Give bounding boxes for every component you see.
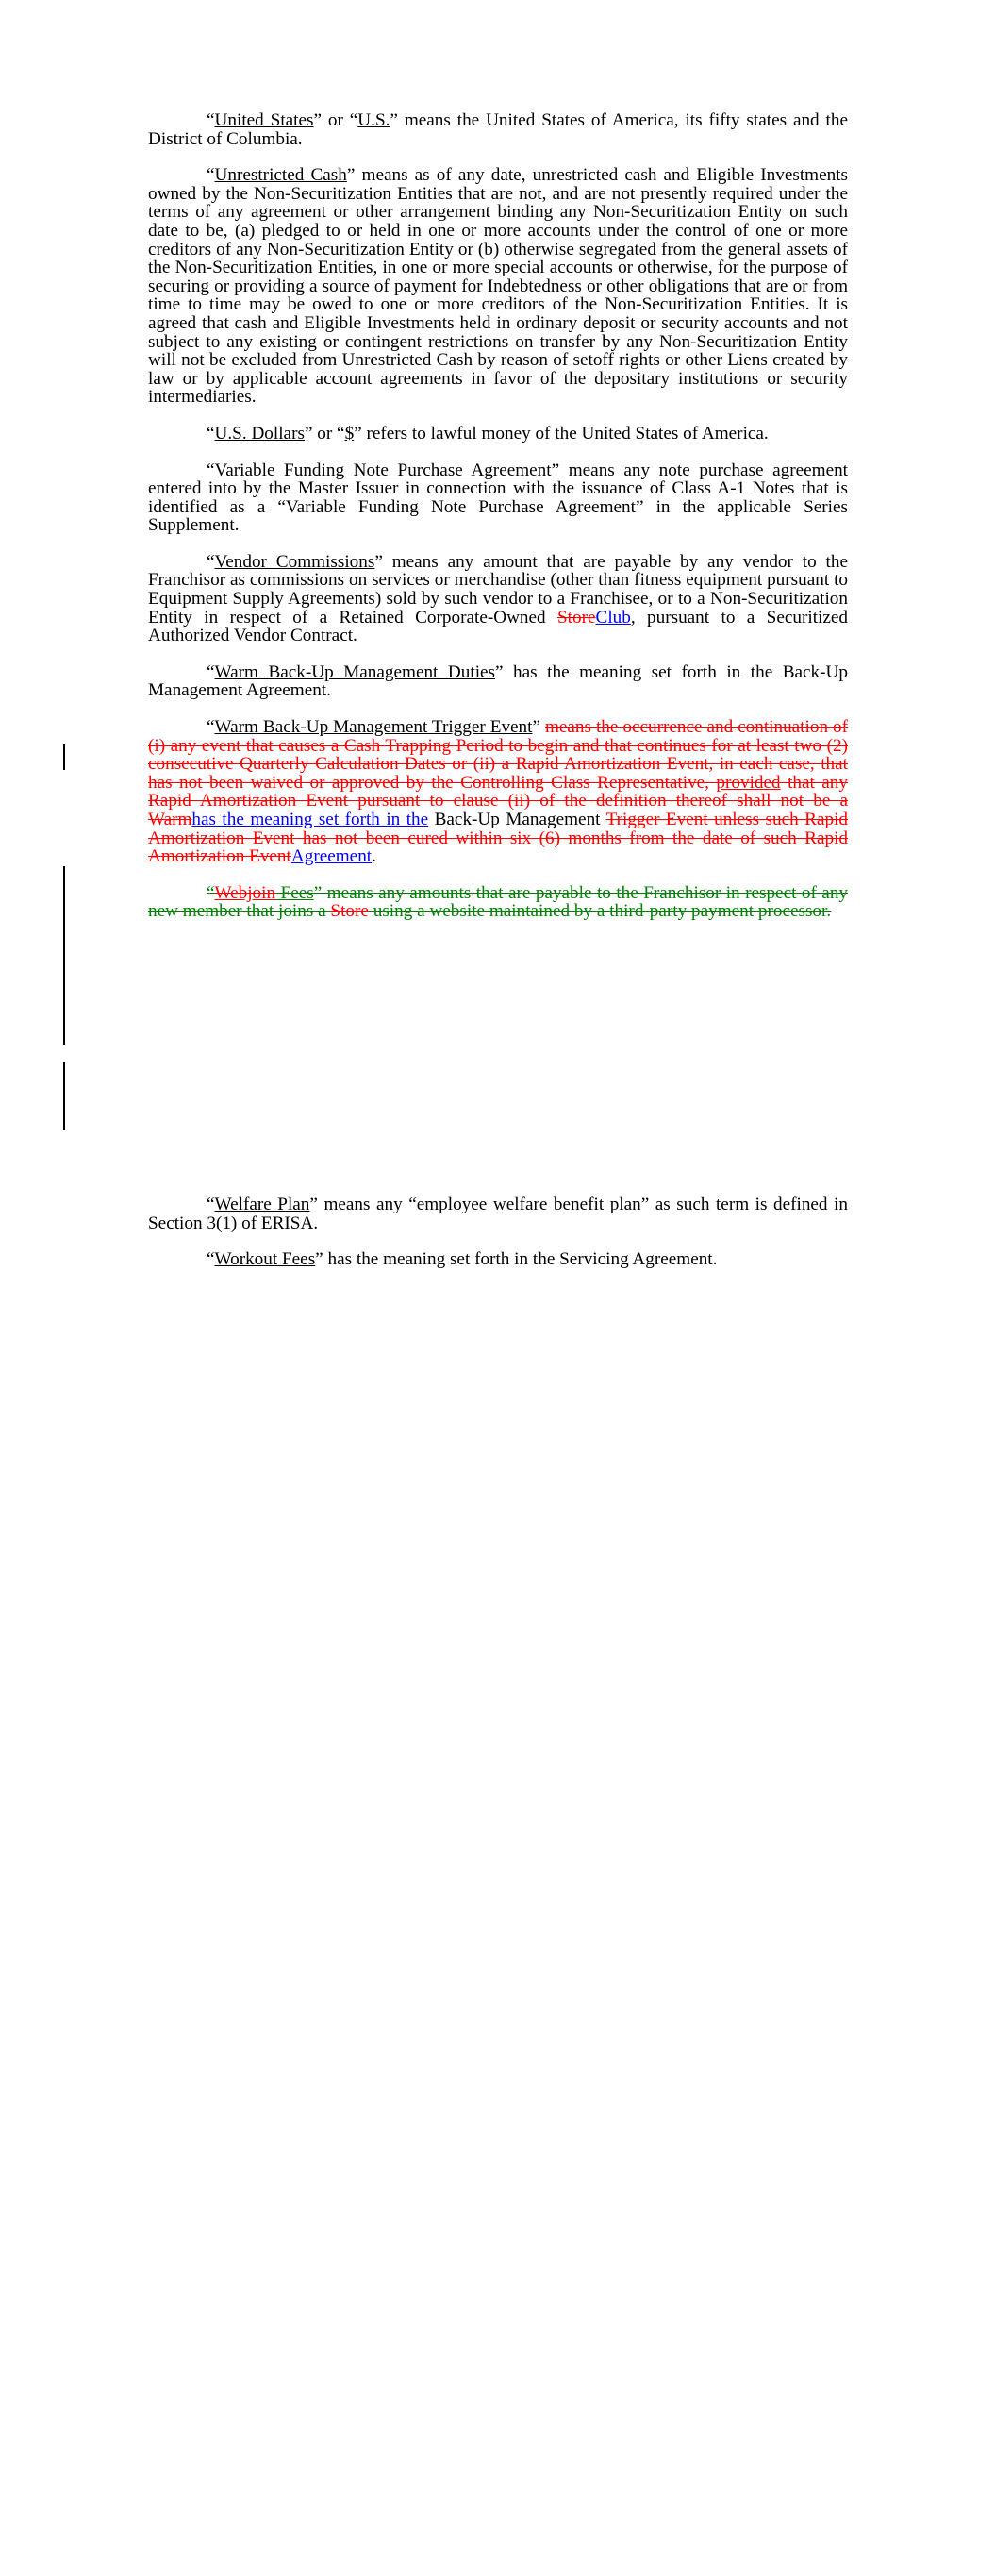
defined-term: Vendor Commissions [214, 551, 375, 572]
definition-vendor-commissions: “Vendor Commissions” means any amount that are payable by any vendor to the Franchisor as commissions on services or merchandise (other than fitness equipment pursuant to Equipment Supply Agreements) sold by such vendor to a Franchisee, or to a Non-Securitization Entity in respect of a Retained Corporate-Owned StoreClub, pursuant to a Securitized Authorized Vendor Contract. [148, 551, 848, 646]
deleted-text: that any Rapid Amortization Event pursuant to clause (ii) of the definition thereof shall not be a Warm [148, 772, 848, 829]
change-bar [63, 1062, 65, 1130]
deleted-text: Trigger Event unless such Rapid Amortization Event has not been cured within six (6) months from the date of such Rapid Amortization Event [148, 810, 848, 867]
document-page [148, 111, 848, 1287]
deleted-text: Webjoin [214, 882, 276, 903]
defined-term: Unrestricted Cash [214, 165, 347, 186]
change-bar [63, 866, 65, 1045]
defined-term: Welfare Plan [214, 1194, 310, 1214]
defined-term: Warm Back-Up Management Trigger Event [214, 717, 533, 738]
moved-text: ” means any amounts that are payable to the Franchisor in respect of any new member that joins a [148, 882, 849, 922]
definition-warm-backup-trigger-event: “Warm Back-Up Management Trigger Event” means the occurrence and continuation of (i) any event that causes a Cash Trapping Period to begin and that continues for at least two (2) consecutive Quarterly Calculation Dates or (ii) a Rapid Amortization Event, in each case, that has not been waived or approved by the Controlling Class Representative, provided that any Rapid Amortization Event pursuant to clause (ii) of the definition thereof shall not be a Warmhas the meaning set forth in the Back-Up Management Trigger Event unless such Rapid Amortization Event has not been cured within six (6) months from the date of such Rapid Amortization EventAgreement. [148, 717, 848, 867]
definition-us-dollars: “U.S. Dollars” or “$” refers to lawful money of the United States of America. [207, 423, 769, 443]
defined-term: Variable Funding Note Purchase Agreement [214, 460, 552, 480]
deleted-text: provided [716, 772, 781, 793]
deleted-text: Store [330, 901, 369, 922]
definition-unrestricted-cash: “Unrestricted Cash” means as of any date, unrestricted cash and Eligible Investments owned by the Non-Securitization Entities that are not, and are not presently required under the terms of any agreement or other arrangement binding any Non-Securitization Entity on such date to be, (a) pledged to or held in one or more accounts under the control of one or more creditors of any Non-Securitization Entity or (b) otherwise segregated from the general assets of the Non-Securitization Entities, in one or more special accounts or otherwise, for the purpose of securing or providing a source of payment for Indebtedness or other obligations that are or from time to time may be owed to one or more creditors of the Non-Securitization Entities. It is agreed that cash and Eligible Investments held in ordinary deposit or security accounts and not subject to any existing or contingent restrictions on transfer by any Non-Securitization Entity will not be excluded from Unrestricted Cash by reason of setoff rights or other Liens created by law or by applicable account agreements in favor of the depositary institutions or security intermediaries. [148, 165, 848, 408]
inserted-text: has the meaning set forth in the [191, 810, 429, 829]
deleted-text: means the occurrence and continuation of (i) any event that causes a Cash Trapping Period to begin and that continues for at least two (2) consecutive Quarterly Calculation Dates or (ii) a Rapid Amortization Event, in each case, that has not been waived or approved by the Controlling Class Representative, [148, 717, 848, 793]
change-bar [63, 744, 65, 770]
definition-warm-backup-duties: “Warm Back-Up Management Duties” has the meaning set forth in the Back-Up Management Agreement. [148, 661, 848, 701]
definition-vfn-purchase-agreement: “Variable Funding Note Purchase Agreement” means any note purchase agreement entered into by the Master Issuer in connection with the issuance of Class A-1 Notes that is identified as a “Variable Funding Note Purchase Agreement” in the applicable Series Supplement. [148, 460, 849, 536]
deleted-text: Store [557, 607, 596, 627]
blank-space [148, 939, 848, 1196]
inserted-text: Agreement [290, 846, 373, 867]
defined-term: $ [344, 423, 355, 443]
inserted-text: Club [595, 607, 631, 627]
definition-welfare-plan: “Welfare Plan” means any “employee welfare benefit plan” as such term is defined in Section 3(1) of ERISA. [148, 1194, 848, 1233]
defined-term: Workout Fees [214, 1249, 316, 1270]
defined-term: Warm Back-Up Management Duties [214, 661, 496, 682]
definition-united-states: “United States” or “U.S.” means the United States of America, its fifty states and the District of Columbia. [148, 110, 848, 149]
moved-text: using a website maintained by a third-party payment processor. [368, 901, 832, 922]
defined-term: U.S. Dollars [214, 423, 305, 443]
moved-text: Fees [275, 882, 314, 903]
definition-workout-fees: “Workout Fees” has the meaning set forth in the Servicing Agreement. [207, 1249, 718, 1270]
defined-term: U.S. [357, 110, 390, 130]
defined-term: United States [214, 110, 314, 130]
definition-webjoin-fees: “Webjoin Fees” means any amounts that are payable to the Franchisor in respect of any new member that joins a Store using a website maintained by a third-party payment processor. [148, 882, 849, 922]
